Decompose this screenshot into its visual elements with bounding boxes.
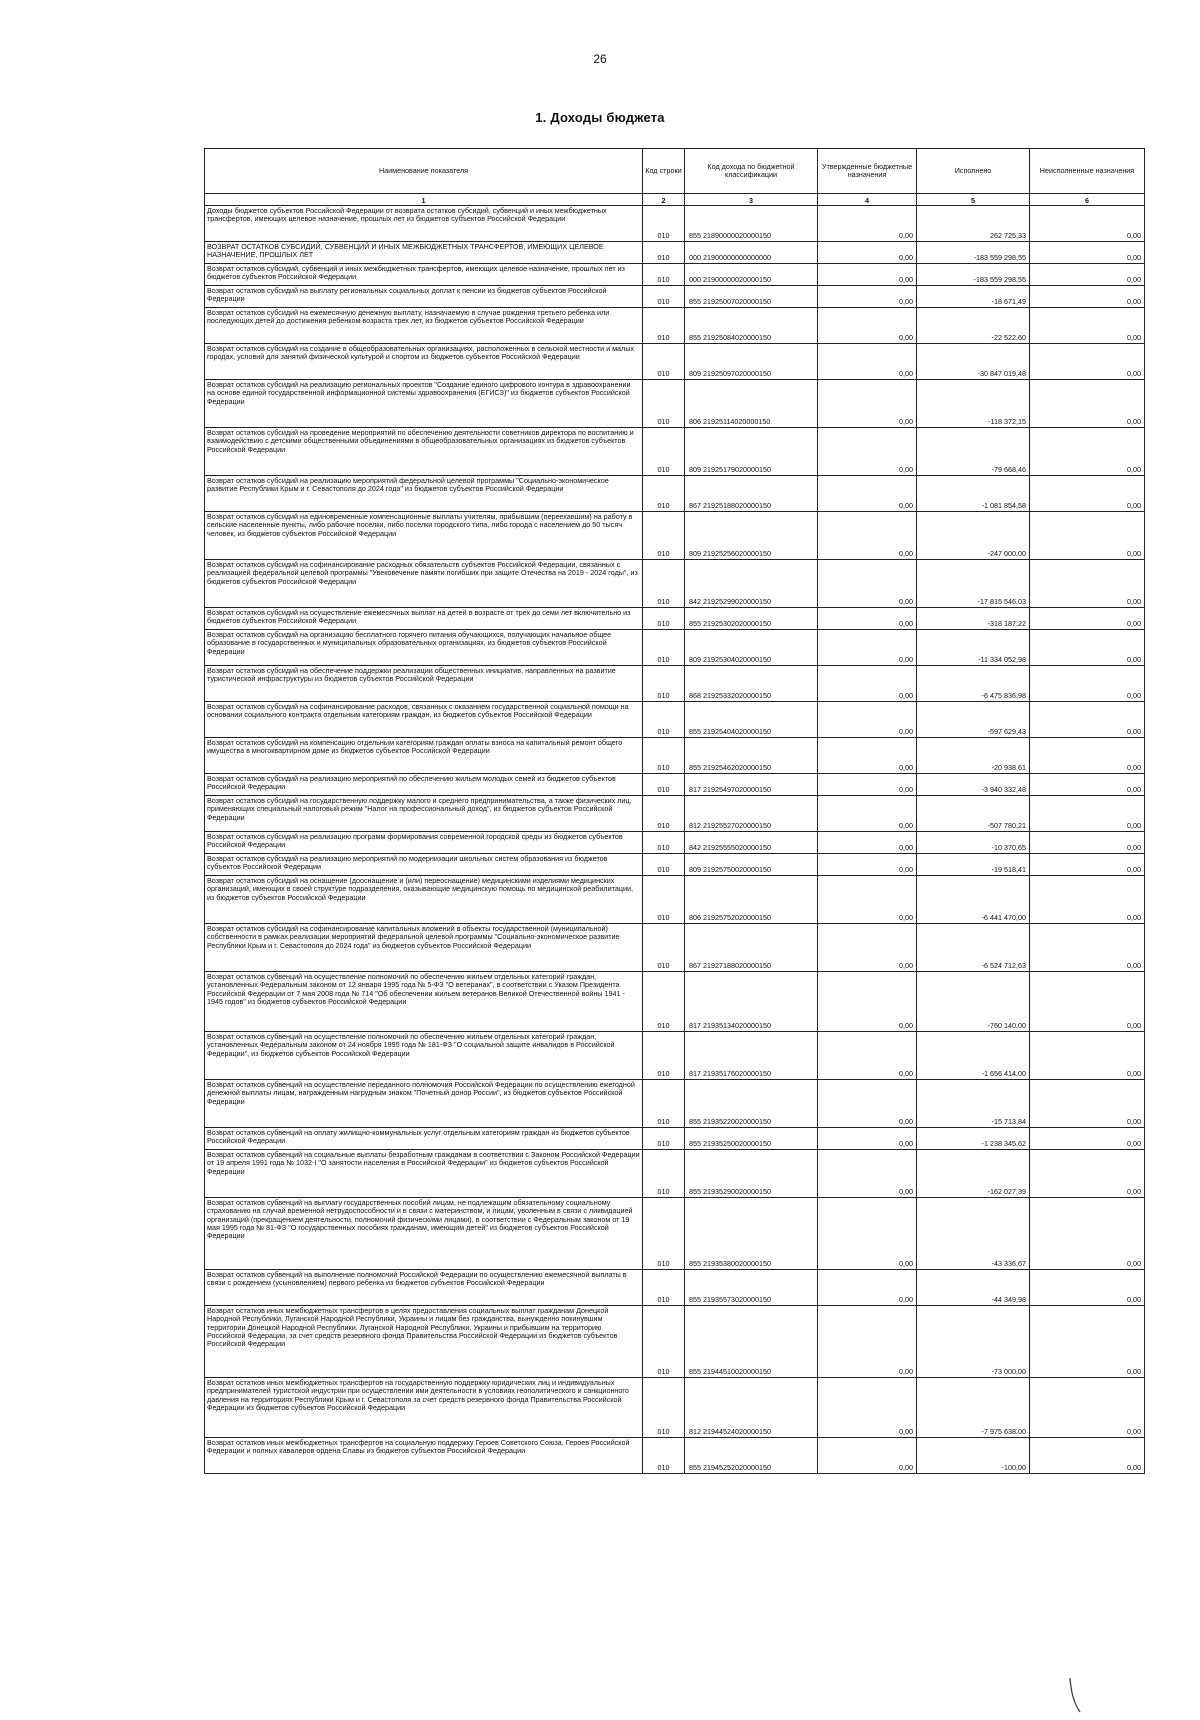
row-unexecuted-cell: 0,00 bbox=[1030, 560, 1145, 608]
row-approved-cell: 0,00 bbox=[818, 428, 917, 476]
table-body bbox=[205, 206, 1145, 1474]
table-row bbox=[205, 1150, 1145, 1198]
row-code-cell: 010 bbox=[643, 630, 685, 666]
row-unexecuted-cell: 0,00 bbox=[1030, 380, 1145, 428]
table-row bbox=[205, 972, 1145, 1032]
row-bk-code-cell: 809 21925179020000150 bbox=[685, 428, 818, 476]
row-name-cell: Возврат остатков субсидий на софинансирование расходов, связанных с оказанием государственной социальной помощи на основании социального контракта отдельным категориям граждан, из бюджетов субъектов Российской Федерации bbox=[205, 702, 643, 738]
row-code-cell: 010 bbox=[643, 1270, 685, 1306]
row-executed-cell: -20 938,61 bbox=[917, 738, 1030, 774]
row-unexecuted-cell: 0,00 bbox=[1030, 876, 1145, 924]
row-executed-cell: -100,00 bbox=[917, 1438, 1030, 1474]
row-bk-code-cell: 855 21935250020000150 bbox=[685, 1128, 818, 1150]
row-bk-code-cell: 809 21925304020000150 bbox=[685, 630, 818, 666]
row-bk-code-cell: 000 21900000020000150 bbox=[685, 264, 818, 286]
row-bk-code-cell: 806 21925752020000150 bbox=[685, 876, 818, 924]
table-row bbox=[205, 512, 1145, 560]
table-row bbox=[205, 308, 1145, 344]
table-row bbox=[205, 738, 1145, 774]
row-bk-code-cell: 855 21925404020000150 bbox=[685, 702, 818, 738]
row-approved-cell: 0,00 bbox=[818, 924, 917, 972]
row-executed-cell: -19 518,41 bbox=[917, 854, 1030, 876]
row-executed-cell: -6 524 712,63 bbox=[917, 924, 1030, 972]
row-unexecuted-cell: 0,00 bbox=[1030, 1306, 1145, 1378]
row-executed-cell: -30 847 019,48 bbox=[917, 344, 1030, 380]
row-bk-code-cell: 855 21944510020000150 bbox=[685, 1306, 818, 1378]
row-bk-code-cell: 855 21935380020000150 bbox=[685, 1198, 818, 1270]
row-approved-cell: 0,00 bbox=[818, 264, 917, 286]
row-code-cell: 010 bbox=[643, 286, 685, 308]
row-approved-cell: 0,00 bbox=[818, 380, 917, 428]
row-code-cell: 010 bbox=[643, 1438, 685, 1474]
row-name-cell: Возврат остатков субсидий на единовременные компенсационные выплаты учителям, прибывшим (переехавшим) на работу в сельские населенные пункты, либо рабочие поселки, либо поселки городского типа, либо города с населением до 50 тысяч человек, из бюджетов субъектов Российской Федерации bbox=[205, 512, 643, 560]
row-executed-cell: -1 081 854,58 bbox=[917, 476, 1030, 512]
row-executed-cell: -507 780,21 bbox=[917, 796, 1030, 832]
row-executed-cell: -17 815 546,03 bbox=[917, 560, 1030, 608]
col-number: 2 bbox=[643, 194, 685, 206]
col-header-approved: Утвержденные бюджетные назначения bbox=[818, 149, 917, 194]
row-bk-code-cell: 809 21925256020000150 bbox=[685, 512, 818, 560]
row-executed-cell: -15 713,84 bbox=[917, 1080, 1030, 1128]
col-number: 4 bbox=[818, 194, 917, 206]
row-name-cell: Возврат остатков иных межбюджетных трансфертов в целях предоставления социальных выплат гражданам Донецкой Народной Республики, Луганской Народной Республики, Украины и лицам без гражданства, вынужденно покинувшим территории Донецкой Народной Республики, Луганской Народной Республики, Украины и прибывшим на территорию Российской Федерации, за счет средств резервного фонда Правительства Российской Федерации из бюджетов субъектов Российской Федерации bbox=[205, 1306, 643, 1378]
row-name-cell: Возврат остатков субсидий на компенсацию отдельным категориям граждан оплаты взноса на капитальный ремонт общего имущества в многоквартирном доме из бюджетов субъектов Российской Федерации bbox=[205, 738, 643, 774]
row-unexecuted-cell: 0,00 bbox=[1030, 854, 1145, 876]
row-code-cell: 010 bbox=[643, 380, 685, 428]
row-bk-code-cell: 855 21925084020000150 bbox=[685, 308, 818, 344]
table-row bbox=[205, 476, 1145, 512]
row-bk-code-cell: 855 21925462020000150 bbox=[685, 738, 818, 774]
row-bk-code-cell: 809 21925750020000150 bbox=[685, 854, 818, 876]
row-unexecuted-cell: 0,00 bbox=[1030, 608, 1145, 630]
row-approved-cell: 0,00 bbox=[818, 702, 917, 738]
row-name-cell: Возврат остатков субсидий на реализацию региональных проектов "Создание единого цифрового контура в здравоохранении на основе единой государственной информационной системы здравоохранения (ЕГИСЗ)" из бюджетов субъектов Российской Федерации bbox=[205, 380, 643, 428]
row-executed-cell: -6 441 470,00 bbox=[917, 876, 1030, 924]
row-code-cell: 010 bbox=[643, 796, 685, 832]
row-executed-cell: -44 349,98 bbox=[917, 1270, 1030, 1306]
row-bk-code-cell: 842 21925299020000150 bbox=[685, 560, 818, 608]
row-code-cell: 010 bbox=[643, 702, 685, 738]
row-bk-code-cell: 855 21935290020000150 bbox=[685, 1150, 818, 1198]
row-code-cell: 010 bbox=[643, 924, 685, 972]
table-row bbox=[205, 1306, 1145, 1378]
row-unexecuted-cell: 0,00 bbox=[1030, 476, 1145, 512]
row-name-cell: Возврат остатков субсидий на софинансирование расходных обязательств субъектов Российской Федерации, связанных с реализацией федеральной целевой программы "Увековечение памяти погибших при защите Отечества на 2019 - 2024 годы", из бюджетов субъектов Российской Федерации bbox=[205, 560, 643, 608]
row-name-cell: Возврат остатков субвенций на оплату жилищно-коммунальных услуг отдельным категориям граждан из бюджетов субъектов Российской Федерации bbox=[205, 1128, 643, 1150]
row-unexecuted-cell: 0,00 bbox=[1030, 308, 1145, 344]
table-row bbox=[205, 344, 1145, 380]
row-approved-cell: 0,00 bbox=[818, 630, 917, 666]
table-row bbox=[205, 702, 1145, 738]
row-unexecuted-cell: 0,00 bbox=[1030, 242, 1145, 264]
row-bk-code-cell: 817 21935176020000150 bbox=[685, 1032, 818, 1080]
row-approved-cell: 0,00 bbox=[818, 1128, 917, 1150]
row-name-cell: Возврат остатков субвенций на осуществление переданного полномочия Российской Федерации по осуществлению ежегодной денежной выплаты лицам, награжденным нагрудным знаком "Почетный донор России", из бюджетов субъектов Российской Федерации bbox=[205, 1080, 643, 1128]
col-number: 5 bbox=[917, 194, 1030, 206]
table-row bbox=[205, 774, 1145, 796]
row-name-cell: Возврат остатков субсидий на обеспечение поддержки реализации общественных инициатив, направленных на развитие туристической инфраструктуры из бюджетов субъектов Российской Федерации bbox=[205, 666, 643, 702]
income-table-container bbox=[204, 148, 1144, 1474]
row-approved-cell: 0,00 bbox=[818, 1270, 917, 1306]
row-unexecuted-cell: 0,00 bbox=[1030, 286, 1145, 308]
row-code-cell: 010 bbox=[643, 308, 685, 344]
row-bk-code-cell: 855 21925302020000150 bbox=[685, 608, 818, 630]
row-bk-code-cell: 000 21900000000000000 bbox=[685, 242, 818, 264]
row-unexecuted-cell: 0,00 bbox=[1030, 1128, 1145, 1150]
row-unexecuted-cell: 0,00 bbox=[1030, 1150, 1145, 1198]
row-executed-cell: -1 238 345,62 bbox=[917, 1128, 1030, 1150]
row-unexecuted-cell: 0,00 bbox=[1030, 1438, 1145, 1474]
row-approved-cell: 0,00 bbox=[818, 774, 917, 796]
row-code-cell: 010 bbox=[643, 832, 685, 854]
table-row bbox=[205, 264, 1145, 286]
table-row bbox=[205, 854, 1145, 876]
row-unexecuted-cell: 0,00 bbox=[1030, 1032, 1145, 1080]
row-name-cell: Возврат остатков субсидий на создание в общеобразовательных организациях, расположенных в сельской местности и малых городах, условий для занятий физической культурой и спортом из бюджетов субъектов Российской Федерации bbox=[205, 344, 643, 380]
table-row bbox=[205, 630, 1145, 666]
pen-mark bbox=[1068, 1676, 1082, 1716]
row-executed-cell: -597 629,43 bbox=[917, 702, 1030, 738]
row-unexecuted-cell: 0,00 bbox=[1030, 428, 1145, 476]
row-bk-code-cell: 806 21925114020000150 bbox=[685, 380, 818, 428]
col-header-bk-code: Код дохода по бюджетной классификации bbox=[685, 149, 818, 194]
row-executed-cell: -183 559 298,55 bbox=[917, 264, 1030, 286]
row-approved-cell: 0,00 bbox=[818, 286, 917, 308]
row-code-cell: 010 bbox=[643, 512, 685, 560]
row-code-cell: 010 bbox=[643, 1306, 685, 1378]
row-code-cell: 010 bbox=[643, 560, 685, 608]
row-approved-cell: 0,00 bbox=[818, 666, 917, 702]
row-code-cell: 010 bbox=[643, 854, 685, 876]
row-code-cell: 010 bbox=[643, 1198, 685, 1270]
row-bk-code-cell: 809 21925097020000150 bbox=[685, 344, 818, 380]
table-row bbox=[205, 666, 1145, 702]
row-name-cell: Возврат остатков субвенций на выплату государственных пособий лицам, не подлежащим обязательному социальному страхованию на случай временной нетрудоспособности и в связи с материнством, и лицам, уволенным в связи с ликвидацией организаций (прекращением деятельности, полномочий физическими лицами), в соответствии с Федеральным законом от 19 мая 1995 года № 81-ФЗ "О государственных пособиях гражданам, имеющим детей" из бюджетов субъектов Российской Федерации bbox=[205, 1198, 643, 1270]
row-code-cell: 010 bbox=[643, 738, 685, 774]
row-executed-cell: -7 975 638,00 bbox=[917, 1378, 1030, 1438]
col-number: 3 bbox=[685, 194, 818, 206]
table-row bbox=[205, 206, 1145, 242]
row-code-cell: 010 bbox=[643, 264, 685, 286]
row-name-cell: Возврат остатков субсидий на выплату региональных социальных доплат к пенсии из бюджетов субъектов Российской Федерации bbox=[205, 286, 643, 308]
row-code-cell: 010 bbox=[643, 1150, 685, 1198]
row-unexecuted-cell: 0,00 bbox=[1030, 512, 1145, 560]
row-name-cell: Возврат остатков субсидий на софинансирование капитальных вложений в объекты государственной (муниципальной) собственности в рамках реализации мероприятий федеральной целевой программы "Социально-экономическое развитие Республики Крым и г. Севастополя до 2024 года" из бюджетов субъектов Российской Федерации bbox=[205, 924, 643, 972]
row-code-cell: 010 bbox=[643, 428, 685, 476]
row-executed-cell: -1 656 414,00 bbox=[917, 1032, 1030, 1080]
row-unexecuted-cell: 0,00 bbox=[1030, 344, 1145, 380]
row-approved-cell: 0,00 bbox=[818, 344, 917, 380]
row-executed-cell: -247 000,00 bbox=[917, 512, 1030, 560]
income-table bbox=[204, 148, 1145, 1474]
row-bk-code-cell: 812 21925527020000150 bbox=[685, 796, 818, 832]
row-unexecuted-cell: 0,00 bbox=[1030, 1198, 1145, 1270]
row-name-cell: Возврат остатков субсидий на осуществление ежемесячных выплат на детей в возрасте от трех до семи лет включительно из бюджетов субъектов Российской Федерации bbox=[205, 608, 643, 630]
row-executed-cell: -318 187,22 bbox=[917, 608, 1030, 630]
row-name-cell: Возврат остатков субсидий, субвенций и иных межбюджетных трансфертов, имеющих целевое назначение, прошлых лет из бюджетов субъектов Российской Федерации bbox=[205, 264, 643, 286]
col-header-name: Наименование показателя bbox=[205, 149, 643, 194]
row-name-cell: Возврат остатков субсидий на реализацию мероприятий по обеспечению жильем молодых семей из бюджетов субъектов Российской Федерации bbox=[205, 774, 643, 796]
row-unexecuted-cell: 0,00 bbox=[1030, 796, 1145, 832]
row-unexecuted-cell: 0,00 bbox=[1030, 666, 1145, 702]
col-header-executed: Исполнено bbox=[917, 149, 1030, 194]
row-code-cell: 010 bbox=[643, 774, 685, 796]
row-executed-cell: -3 940 332,48 bbox=[917, 774, 1030, 796]
row-approved-cell: 0,00 bbox=[818, 1438, 917, 1474]
row-name-cell: Возврат остатков субсидий на реализацию программ формирования современной городской среды из бюджетов субъектов Российской Федерации bbox=[205, 832, 643, 854]
table-row bbox=[205, 286, 1145, 308]
row-unexecuted-cell: 0,00 bbox=[1030, 972, 1145, 1032]
row-name-cell: Возврат остатков субвенций на осуществление полномочий по обеспечению жильем отдельных категорий граждан, установленных Федеральным законом от 12 января 1995 года № 5-ФЗ "О ветеранах", в соответствии с Указом Президента Российской Федерации от 7 мая 2008 года № 714 "Об обеспечении жильем ветеранов Великой Отечественной войны 1941 - 1945 годов" из бюджетов субъектов Российской Федерации bbox=[205, 972, 643, 1032]
row-approved-cell: 0,00 bbox=[818, 972, 917, 1032]
row-bk-code-cell: 817 21935134020000150 bbox=[685, 972, 818, 1032]
table-header-row bbox=[205, 149, 1145, 194]
table-row bbox=[205, 380, 1145, 428]
row-approved-cell: 0,00 bbox=[818, 1198, 917, 1270]
row-unexecuted-cell: 0,00 bbox=[1030, 774, 1145, 796]
row-code-cell: 010 bbox=[643, 1080, 685, 1128]
row-name-cell: Возврат остатков субсидий на оснащение (дооснащение и (или) переоснащение) медицинскими изделиями медицинских организаций, имеющих в своей структуре подразделения, оказывающие медицинскую помощь по медицинской реабилитации, из бюджетов субъектов Российской Федерации bbox=[205, 876, 643, 924]
table-row bbox=[205, 924, 1145, 972]
section-title: 1. Доходы бюджета bbox=[535, 110, 665, 125]
row-code-cell: 010 bbox=[643, 876, 685, 924]
table-row bbox=[205, 428, 1145, 476]
row-name-cell: Возврат остатков иных межбюджетных трансфертов на государственную поддержку юридических лиц и индивидуальных предпринимателей туристской индустрии при осуществлении ими деятельности в условиях геополитического и санкционного давления на территориях Республики Крым и г. Севастополя за счет средств резервного фонда Правительства Российской Федерации из бюджетов субъектов Российской Федерации bbox=[205, 1378, 643, 1438]
row-executed-cell: -10 370,65 bbox=[917, 832, 1030, 854]
row-executed-cell: -11 334 052,98 bbox=[917, 630, 1030, 666]
table-row bbox=[205, 832, 1145, 854]
row-bk-code-cell: 855 21925007020000150 bbox=[685, 286, 818, 308]
row-name-cell: Возврат остатков иных межбюджетных трансфертов на социальную поддержку Героев Советского Союза, Героев Российской Федерации и полных кавалеров ордена Славы из бюджетов субъектов Российской Федерации bbox=[205, 1438, 643, 1474]
row-unexecuted-cell: 0,00 bbox=[1030, 832, 1145, 854]
row-unexecuted-cell: 0,00 bbox=[1030, 1378, 1145, 1438]
row-code-cell: 010 bbox=[643, 1378, 685, 1438]
table-row bbox=[205, 560, 1145, 608]
row-code-cell: 010 bbox=[643, 608, 685, 630]
row-approved-cell: 0,00 bbox=[818, 476, 917, 512]
table-row bbox=[205, 608, 1145, 630]
col-header-unexecuted: Неисполненные назначения bbox=[1030, 149, 1145, 194]
row-approved-cell: 0,00 bbox=[818, 1080, 917, 1128]
row-executed-cell: 262 725,33 bbox=[917, 206, 1030, 242]
row-name-cell: Возврат остатков субвенций на осуществление полномочий по обеспечению жильем отдельных категорий граждан, установленных Федеральным законом от 24 ноября 1995 года № 181-ФЗ "О социальной защите инвалидов в Российской Федерации", из бюджетов субъектов Российской Федерации bbox=[205, 1032, 643, 1080]
table-row bbox=[205, 796, 1145, 832]
row-approved-cell: 0,00 bbox=[818, 308, 917, 344]
table-row bbox=[205, 1128, 1145, 1150]
column-numbers-row bbox=[205, 194, 1145, 206]
row-code-cell: 010 bbox=[643, 344, 685, 380]
row-approved-cell: 0,00 bbox=[818, 608, 917, 630]
row-executed-cell: -118 372,15 bbox=[917, 380, 1030, 428]
row-bk-code-cell: 855 21935220020000150 bbox=[685, 1080, 818, 1128]
row-unexecuted-cell: 0,00 bbox=[1030, 206, 1145, 242]
row-bk-code-cell: 855 21890000020000150 bbox=[685, 206, 818, 242]
row-approved-cell: 0,00 bbox=[818, 876, 917, 924]
row-name-cell: Возврат остатков субсидий на организацию бесплатного горячего питания обучающихся, получающих начальное общее образование в государственных и муниципальных образовательных организациях, из бюджетов субъектов Российской Федерации bbox=[205, 630, 643, 666]
col-number: 1 bbox=[205, 194, 643, 206]
row-name-cell: Возврат остатков субсидий на государственную поддержку малого и среднего предпринимательства, а также физических лиц, применяющих специальный налоговый режим "Налог на профессиональный доход", из бюджетов субъектов Российской Федерации bbox=[205, 796, 643, 832]
row-executed-cell: -162 027,39 bbox=[917, 1150, 1030, 1198]
row-name-cell: Доходы бюджетов субъектов Российской Федерации от возврата остатков субсидий, субвенций и иных межбюджетных трансфертов, имеющих целевое назначение, прошлых лет из бюджетов субъектов Российской Федерации bbox=[205, 206, 643, 242]
row-bk-code-cell: 812 21944524020000150 bbox=[685, 1378, 818, 1438]
row-executed-cell: -22 522,60 bbox=[917, 308, 1030, 344]
row-name-cell: Возврат остатков субсидий на проведение мероприятий по обеспечению деятельности советников директора по воспитанию и взаимодействию с детскими общественными объединениями в общеобразовательных организациях из бюджетов субъектов Российской Федерации bbox=[205, 428, 643, 476]
col-number: 6 bbox=[1030, 194, 1145, 206]
table-row bbox=[205, 1438, 1145, 1474]
row-approved-cell: 0,00 bbox=[818, 1150, 917, 1198]
row-bk-code-cell: 855 21935573020000150 bbox=[685, 1270, 818, 1306]
row-bk-code-cell: 867 21925188020000150 bbox=[685, 476, 818, 512]
row-executed-cell: -6 475 836,98 bbox=[917, 666, 1030, 702]
table-row bbox=[205, 876, 1145, 924]
row-code-cell: 010 bbox=[643, 666, 685, 702]
row-executed-cell: -18 671,49 bbox=[917, 286, 1030, 308]
row-unexecuted-cell: 0,00 bbox=[1030, 1270, 1145, 1306]
row-unexecuted-cell: 0,00 bbox=[1030, 924, 1145, 972]
row-approved-cell: 0,00 bbox=[818, 242, 917, 264]
row-approved-cell: 0,00 bbox=[818, 854, 917, 876]
col-header-row-code: Код строки bbox=[643, 149, 685, 194]
row-name-cell: Возврат остатков субвенций на выполнение полномочий Российской Федерации по осуществлению ежемесячной выплаты в связи с рождением (усыновлением) первого ребенка из бюджетов субъектов Российской Федерации bbox=[205, 1270, 643, 1306]
row-executed-cell: -183 559 298,55 bbox=[917, 242, 1030, 264]
row-executed-cell: -79 668,46 bbox=[917, 428, 1030, 476]
row-unexecuted-cell: 0,00 bbox=[1030, 738, 1145, 774]
row-approved-cell: 0,00 bbox=[818, 560, 917, 608]
row-code-cell: 010 bbox=[643, 1128, 685, 1150]
row-approved-cell: 0,00 bbox=[818, 832, 917, 854]
row-bk-code-cell: 817 21925497020000150 bbox=[685, 774, 818, 796]
row-code-cell: 010 bbox=[643, 242, 685, 264]
table-row bbox=[205, 1378, 1145, 1438]
row-name-cell: ВОЗВРАТ ОСТАТКОВ СУБСИДИЙ, СУБВЕНЦИЙ И ИНЫХ МЕЖБЮДЖЕТНЫХ ТРАНСФЕРТОВ, ИМЕЮЩИХ ЦЕЛЕВОЕ НАЗНАЧЕНИЕ, ПРОШЛЫХ ЛЕТ bbox=[205, 242, 643, 264]
row-unexecuted-cell: 0,00 bbox=[1030, 702, 1145, 738]
row-code-cell: 010 bbox=[643, 1032, 685, 1080]
table-row bbox=[205, 1198, 1145, 1270]
row-unexecuted-cell: 0,00 bbox=[1030, 264, 1145, 286]
row-unexecuted-cell: 0,00 bbox=[1030, 630, 1145, 666]
row-name-cell: Возврат остатков субвенций на социальные выплаты безработным гражданам в соответствии с Законом Российской Федерации от 19 апреля 1991 года № 1032-I "О занятости населения в Российской Федерации" из бюджетов субъектов Российской Федерации bbox=[205, 1150, 643, 1198]
page-number: 26 bbox=[593, 52, 607, 66]
row-executed-cell: -73 000,00 bbox=[917, 1306, 1030, 1378]
row-approved-cell: 0,00 bbox=[818, 1306, 917, 1378]
row-bk-code-cell: 842 21925555020000150 bbox=[685, 832, 818, 854]
row-code-cell: 010 bbox=[643, 206, 685, 242]
row-approved-cell: 0,00 bbox=[818, 1032, 917, 1080]
row-bk-code-cell: 868 21925332020000150 bbox=[685, 666, 818, 702]
row-approved-cell: 0,00 bbox=[818, 738, 917, 774]
row-name-cell: Возврат остатков субсидий на реализацию мероприятий федеральной целевой программы "Социально-экономическое развитие Республики Крым и г. Севастополя до 2024 года" из бюджетов субъектов Российской Федерации bbox=[205, 476, 643, 512]
row-executed-cell: -760 140,00 bbox=[917, 972, 1030, 1032]
row-executed-cell: -43 336,67 bbox=[917, 1198, 1030, 1270]
row-bk-code-cell: 855 21945252020000150 bbox=[685, 1438, 818, 1474]
row-name-cell: Возврат остатков субсидий на реализацию мероприятий по модернизации школьных систем образования из бюджетов субъектов Российской Федерации bbox=[205, 854, 643, 876]
table-row bbox=[205, 1032, 1145, 1080]
row-approved-cell: 0,00 bbox=[818, 1378, 917, 1438]
row-bk-code-cell: 867 21927188020000150 bbox=[685, 924, 818, 972]
row-approved-cell: 0,00 bbox=[818, 512, 917, 560]
table-row bbox=[205, 1270, 1145, 1306]
row-code-cell: 010 bbox=[643, 972, 685, 1032]
table-row bbox=[205, 242, 1145, 264]
row-approved-cell: 0,00 bbox=[818, 796, 917, 832]
row-name-cell: Возврат остатков субсидий на ежемесячную денежную выплату, назначаемую в случае рождения третьего ребенка или последующих детей до достижения ребенком возраста трех лет, из бюджетов субъектов Российской Федерации bbox=[205, 308, 643, 344]
row-code-cell: 010 bbox=[643, 476, 685, 512]
row-unexecuted-cell: 0,00 bbox=[1030, 1080, 1145, 1128]
table-row bbox=[205, 1080, 1145, 1128]
row-approved-cell: 0,00 bbox=[818, 206, 917, 242]
